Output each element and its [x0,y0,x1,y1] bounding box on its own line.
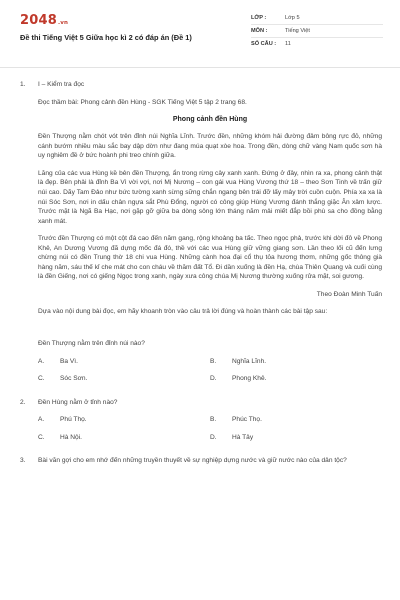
option-text: Hà Nội. [60,433,82,441]
option-letter: B. [210,357,217,365]
answer-option-a[interactable] [38,415,210,425]
answer-option-a[interactable] [38,357,210,367]
sub-question: Đền Thượng nằm trên đỉnh núi nào? [38,339,145,347]
option-letter: C. [38,375,45,383]
logo-suffix: .vn [57,20,69,26]
option-text: Phong Khê. [232,375,267,383]
option-letter: D. [210,433,217,441]
option-letter: C. [38,433,45,441]
option-text: Phúc Thọ. [232,416,262,424]
question-body [38,415,382,442]
meta-value: Tiếng Việt [285,27,310,34]
option-letter: B. [210,416,217,424]
answer-option-c[interactable] [38,433,210,443]
option-letter: A. [38,357,45,365]
option-text: Ba Vì. [60,357,78,365]
option-letter: D. [210,375,217,383]
document-content [20,80,382,474]
question-number: 2. [20,398,26,406]
meta-value: Lớp 5 [285,14,300,21]
answer-option-b[interactable] [210,357,382,367]
question-2 [20,398,382,443]
logo-text: 2048 [20,13,57,28]
meta-value: 11 [285,41,291,48]
answer-option-b[interactable] [210,415,382,425]
option-text: Hà Tây [232,433,254,441]
meta-table [251,12,383,51]
site-logo[interactable] [20,12,68,31]
story-paragraph: Đền Thượng nằm chót vót trên đỉnh núi Nghĩa Lĩnh. Trước đền, những khóm hải đường đâm bông rực đỏ, những cánh bướm nhiều màu sắc bay dập dờn như đang múa quạt xòe hoa. Trong đền, dòng chữ vàng Nam quốc sơn hà uy nghiêm đề ở bức hoành phi treo chính giữa. [38,133,382,160]
answer-option-d[interactable] [210,374,382,384]
answer-options [38,415,382,442]
option-text: Sóc Sơn. [60,375,88,383]
story-paragraph: Lăng của các vua Hùng kề bên đền Thượng, ẩn trong rừng cây xanh xanh. Đứng ở đây, nhìn ra xa, phong cảnh thật là đẹp. Bên phải là đỉnh Ba Vì vời vợi, nơi Mị Nương – con gái vua Hùng Vương thứ 18 – theo Sơn Tinh về trấn giữ núi cao. Dãy Tam Đảo như bức tường xanh sừng sững chắn ngang bên trái đỡ lấy mây trời cuồn cuộn. Phía xa xa là núi Sóc Sơn, nơi in dấu chân ngựa sắt Phù Đổng, người có công giúp Hùng Vương đánh thắng giặc Ân xâm lược. Trước mặt là Ngã Ba Hạc, nơi gặp gỡ giữa ba dòng sông lớn tháng năm mải miết đắp bồi phù sa cho đồng bằng xanh mát. [38,169,382,225]
page-header [0,0,400,68]
answer-option-d[interactable] [210,433,382,443]
question-3 [20,456,382,466]
document-title: Đề thi Tiếng Việt 5 Giữa học kì 2 có đáp án (Đề 1) [20,33,192,42]
question-1 [20,80,382,384]
meta-label: LỚP : [251,14,267,21]
question-head [20,80,382,90]
meta-label: SỐ CÂU : [251,41,277,48]
question-heading: Đền Hùng nằm ở tỉnh nào? [38,398,118,406]
option-text: Phú Thọ. [60,416,87,424]
question-head [20,456,382,466]
question-head [20,398,382,408]
question-heading: Bài văn gợi cho em nhớ đến những truyền thuyết về sự nghiệp dựng nước và giữ nước nào của dân tộc? [38,457,347,465]
meta-label: MÔN : [251,27,268,34]
meta-row-count [251,38,383,51]
story-title: Phong cảnh đền Hùng [172,116,248,124]
question-heading: I – Kiểm tra đọc [38,81,85,88]
question-number: 1. [20,81,26,88]
answer-options [38,357,382,384]
answer-option-c[interactable] [38,374,210,384]
story-author: Theo Đoàn Minh Tuấn [316,290,382,298]
question-body [38,98,382,384]
option-text: Nghĩa Lĩnh. [232,357,267,365]
option-letter: A. [38,416,45,424]
meta-row-grade [251,12,383,25]
question-number: 3. [20,457,26,465]
meta-row-subject [251,25,383,38]
story-paragraph: Trước đền Thượng có một cột đá cao đến năm gang, rộng khoảng ba tấc. Theo ngọc phả, trước khi dời đô về Phong Khê, An Dương Vương đã dựng mốc đá đó, thề với các vua Hùng giữ vững giang sơn. Lần theo lối cũ đến lưng chừng núi có đền Trung thờ 18 chi vua Hùng. Những cành hoa đại cổ thụ tỏa hương thơm, những gốc thông già hàng năm, sáu thế kỉ che mát cho con cháu về thăm đất Tổ. Đi dần xuống là đền Hạ, chùa Thiên Quang và cuối cùng là đền Giếng, nơi có giếng Ngọc trong xanh, ngày xưa công chúa Mị Nương thường xuống rửa mặt, soi gương. [38,235,382,281]
instruction-text: Dựa vào nội dung bài đọc, em hãy khoanh tròn vào câu trả lời đúng và hoàn thành các bài tập sau: [38,308,328,316]
reading-intro: Đọc thầm bài: Phong cảnh đền Hùng - SGK Tiếng Việt 5 tập 2 trang 68. [38,98,247,106]
